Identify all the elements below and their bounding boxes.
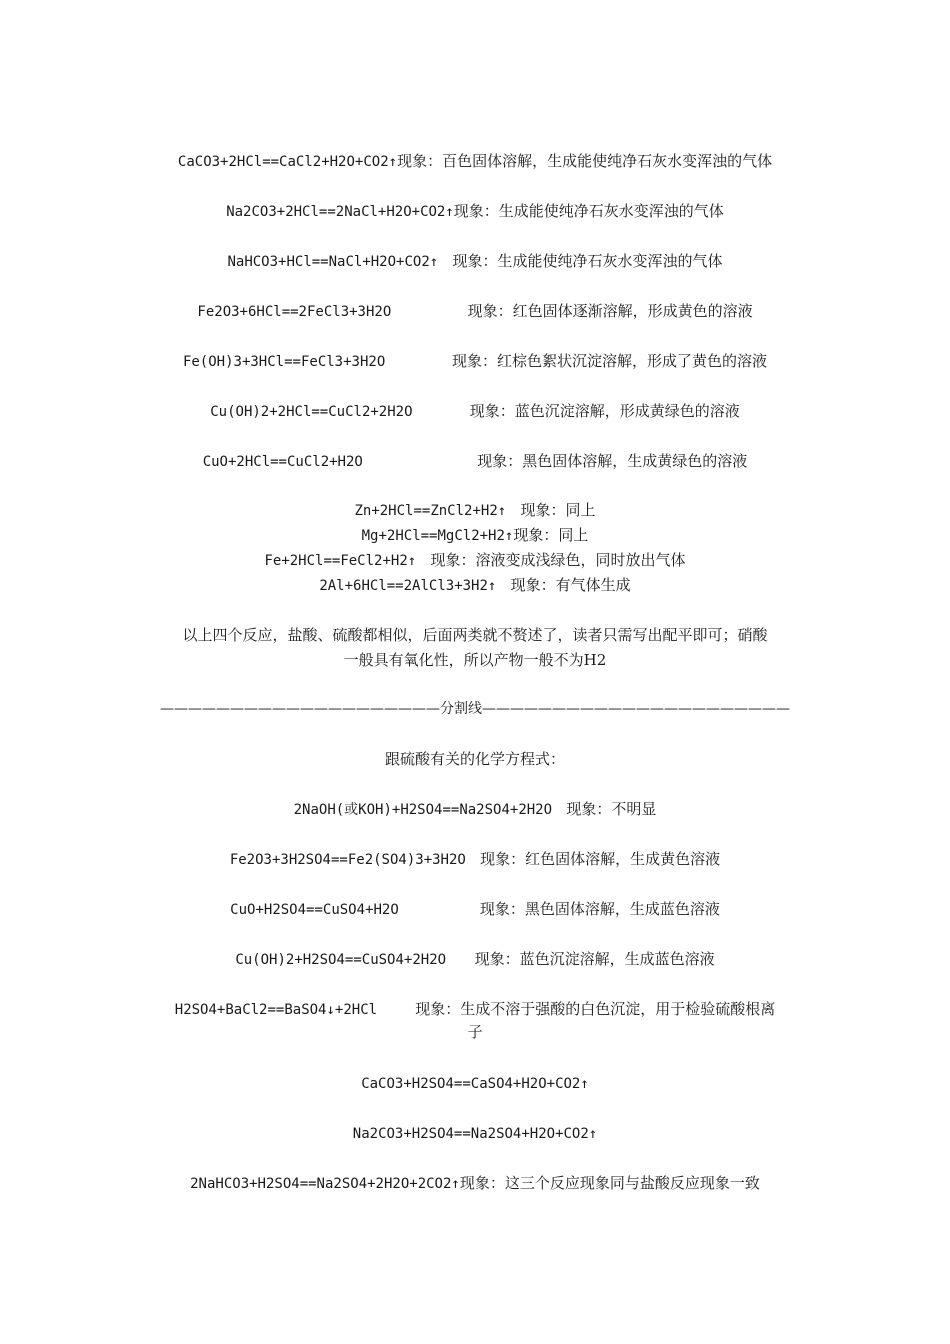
- equation: 2NaOH(或KOH)+H2SO4==Na2SO4+2H2O: [293, 802, 553, 818]
- equation: Na2CO3+H2SO4==Na2SO4+H2O+CO2↑: [352, 1126, 598, 1142]
- reaction-line: [0, 201, 950, 222]
- spacer: [446, 950, 475, 968]
- reaction-line: [0, 1073, 950, 1094]
- equation: 2NaHCO3+H2SO4==Na2SO4+2H2O+2CO2↑: [190, 1176, 460, 1192]
- phenomenon: 现象：黑色固体溶解，生成黄绿色的溶液: [477, 452, 748, 470]
- equation: CaCO3+H2SO4==CaSO4+H2O+CO2↑: [361, 1076, 589, 1092]
- phenomenon: 现象：生成能使纯净石灰水变浑浊的气体: [453, 202, 724, 220]
- section-heading: 跟硫酸有关的化学方程式：: [384, 750, 565, 768]
- equation: Cu(OH)2+H2SO4==CuSO4+2H2O: [235, 952, 447, 968]
- equation: Fe+2HCl==FeCl2+H2↑: [264, 553, 417, 569]
- equation: CuO+H2SO4==CuSO4+H2O: [230, 902, 399, 918]
- reaction-line: [0, 451, 950, 472]
- phenomenon: 现象：蓝色沉淀溶解，生成蓝色溶液: [474, 950, 715, 968]
- reaction-line: [0, 849, 950, 870]
- phenomenon: 现象：同上: [520, 501, 596, 519]
- spacer: [438, 252, 452, 270]
- reaction-line: [0, 301, 950, 322]
- phenomenon: 现象：生成不溶于强酸的白色沉淀，用于检验硫酸根离: [415, 1000, 776, 1018]
- equation: CuO+2HCl==CuCl2+H2O: [202, 454, 363, 470]
- reaction-line: [0, 251, 950, 272]
- equation: Mg+2HCl==MgCl2+H2↑: [361, 528, 514, 544]
- phenomenon: 现象：红棕色絮状沉淀溶解，形成了黄色的溶液: [452, 352, 768, 370]
- reaction-line: [0, 550, 950, 571]
- section-divider: ————————————————————分割线——————————————————————: [160, 701, 790, 717]
- spacer: [416, 551, 430, 569]
- reaction-line: [0, 949, 950, 970]
- spacer: [385, 352, 452, 370]
- spacer: [363, 452, 477, 470]
- equation: H2SO4+BaCl2==BaSO4↓+2HCl: [174, 1002, 378, 1018]
- phenomenon: 现象：这三个反应现象同与盐酸反应现象一致: [459, 1174, 760, 1192]
- reaction-line: [0, 151, 950, 172]
- reaction-line: [0, 575, 950, 596]
- phenomenon: 现象：生成能使纯净石灰水变浑浊的气体: [452, 252, 723, 270]
- note-line-2: 一般具有氧化性，所以产物一般不为H2: [343, 651, 607, 669]
- spacer: [377, 1000, 415, 1018]
- reaction-line: [0, 401, 950, 422]
- phenomenon: 现象：有气体生成: [510, 576, 631, 594]
- spacer: [506, 501, 520, 519]
- reaction-line: [0, 899, 950, 920]
- reaction-line: [0, 999, 950, 1020]
- spacer: [413, 402, 470, 420]
- equation: Cu(OH)2+2HCl==CuCl2+2H2O: [210, 404, 413, 420]
- equation: CaCO3+2HCl==CaCl2+H2O+CO2↑: [177, 154, 398, 170]
- spacer: [552, 800, 566, 818]
- phenomenon: 现象：同上: [513, 526, 589, 544]
- spacer: [466, 850, 480, 868]
- equation: NaHCO3+HCl==NaCl+H2O+CO2↑: [227, 254, 439, 270]
- reaction-line: [0, 799, 950, 820]
- reaction-line-continued: [0, 1022, 950, 1042]
- equation: Na2CO3+2HCl==2NaCl+H2O+CO2↑: [226, 204, 454, 220]
- reaction-line: [0, 525, 950, 546]
- equation: Fe2O3+3H2SO4==Fe2(SO4)3+3H2O: [229, 852, 466, 868]
- equation: Fe(OH)3+3HCl==FeCl3+3H2O: [182, 354, 386, 370]
- spacer: [399, 900, 480, 918]
- reaction-line: [0, 351, 950, 372]
- phenomenon: 现象：溶液变成浅绿色，同时放出气体: [430, 551, 686, 569]
- phenomenon: 现象：黑色固体溶解，生成蓝色溶液: [479, 900, 720, 918]
- equation: Fe2O3+6HCl==2FeCl3+3H2O: [197, 304, 392, 320]
- reaction-line: [0, 1173, 950, 1194]
- reaction-line: [0, 1123, 950, 1144]
- phenomenon: 现象：蓝色沉淀溶解，形成黄绿色的溶液: [469, 402, 740, 420]
- spacer: [391, 302, 467, 320]
- equation: Zn+2HCl==ZnCl2+H2↑: [354, 503, 507, 519]
- phenomenon: 现象：红色固体溶解，生成黄色溶液: [480, 850, 721, 868]
- spacer: [496, 576, 510, 594]
- reaction-line: [0, 500, 950, 521]
- phenomenon: 现象：不明显: [566, 800, 657, 818]
- note-line-1: 以上四个反应，盐酸、硫酸都相似，后面两类就不赘述了，读者只需写出配平即可；硝酸: [182, 626, 768, 644]
- phenomenon: 子: [467, 1023, 483, 1041]
- equation: 2Al+6HCl==2AlCl3+3H2↑: [319, 578, 497, 594]
- phenomenon: 现象：百色固体溶解，生成能使纯净石灰水变浑浊的气体: [397, 152, 773, 170]
- phenomenon: 现象：红色固体逐渐溶解，形成黄色的溶液: [467, 302, 753, 320]
